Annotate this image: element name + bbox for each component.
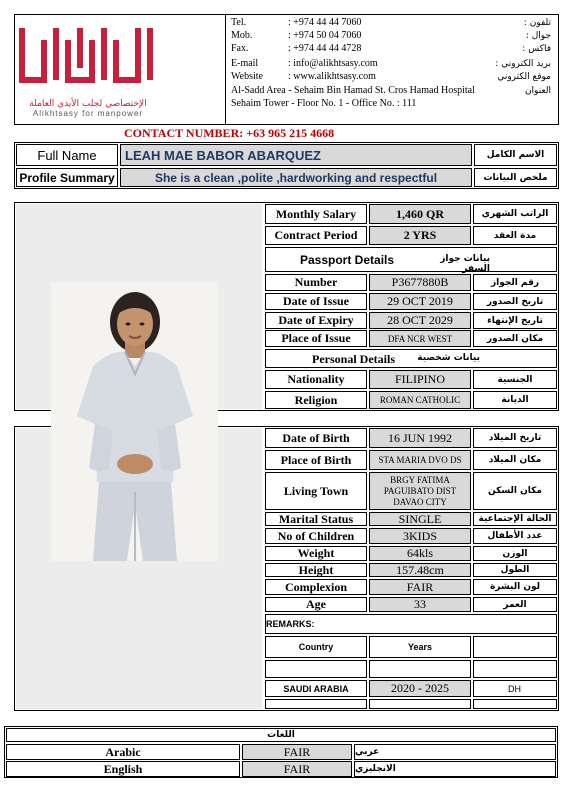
address-arabic-label: العنوان (524, 86, 551, 96)
detail-row-label: Place of Birth (265, 450, 367, 470)
nationality-label: Nationality (265, 370, 367, 389)
detail-row-arabic: تاريخ الميلاد (473, 428, 557, 448)
detail-row-value: STA MARIA DVO DS (369, 450, 471, 470)
logo-arabic-text: الإختصاصي لجلب الأيدي العاملة (29, 99, 147, 109)
religion-value: ROMAN CATHOLIC (369, 391, 471, 409)
detail-row-value: 157.48cm (369, 563, 471, 577)
full-name-value: LEAH MAE BABOR ABARQUEZ (120, 144, 472, 166)
detail-row-value: SINGLE (369, 512, 471, 526)
address-line-2: Sehaim Tower - Floor No. 1 - Office No. : 111 (231, 98, 417, 109)
experience-years: 2020 - 2025 (369, 680, 471, 697)
passport-row-arabic: رقم الجواز (473, 274, 557, 291)
language-arabic: الانجليزي (354, 761, 556, 777)
detail-row-label: Height (265, 563, 367, 577)
experience-country: SAUDI ARABIA (265, 680, 367, 697)
passport-row-label: Date of Expiry (265, 312, 367, 329)
contact-value: : info@alikhtsasy.com (288, 58, 378, 69)
contact-number: CONTACT NUMBER: +63 965 215 4668 (124, 126, 335, 140)
header-blank-cell (473, 636, 557, 658)
experience-blank-4 (265, 699, 367, 709)
passport-row-value: 29 OCT 2019 (369, 293, 471, 310)
contact-arabic-label: فاكس : (522, 44, 551, 54)
detail-row-label: Living Town (265, 472, 367, 510)
detail-row-arabic: الوزن (473, 546, 557, 561)
monthly-salary-value: 1,460 QR (369, 204, 471, 224)
logo-mark-icon (18, 20, 158, 92)
detail-row-label: No of Children (265, 528, 367, 544)
contract-period-arabic: مدة العقد (473, 226, 557, 245)
language-arabic: عربي (354, 744, 556, 760)
experience-blank-3 (473, 660, 557, 678)
detail-row-arabic: عدد الأطفال (473, 528, 557, 544)
contact-arabic-label: بريد الكتروني : (495, 59, 551, 69)
contact-label: E-mail (231, 58, 259, 69)
monthly-salary-label: Monthly Salary (265, 204, 367, 224)
contact-label: Website (231, 71, 263, 82)
contact-value: : +974 44 44 4728 (288, 43, 362, 54)
contact-arabic-label: موقع الكتروني (497, 72, 551, 82)
language-level: FAIR (242, 761, 352, 777)
detail-row-value: 64kls (369, 546, 471, 561)
experience-blank-1 (265, 660, 367, 678)
experience-blank-5 (369, 699, 471, 709)
passport-row-arabic: تاريخ الصدور (473, 293, 557, 310)
profile-summary-value: She is a clean ,polite ,hardworking and respectful (120, 168, 472, 187)
detail-row-label: Weight (265, 546, 367, 561)
contact-arabic-label: جوال : (525, 31, 551, 41)
detail-row-label: Date of Birth (265, 428, 367, 448)
detail-row-arabic: الحالة الإجتماعية (473, 512, 557, 526)
contact-value: : +974 50 04 7060 (288, 30, 362, 41)
remarks-label: REMARKS: (266, 619, 315, 629)
profile-summary-label: Profile Summary (16, 168, 118, 187)
nationality-value: FILIPINO (369, 370, 471, 389)
personal-details-title: Personal Details (312, 352, 395, 366)
contact-label: Fax. (231, 43, 249, 54)
passport-row-label: Place of Issue (265, 330, 367, 347)
passport-details-title: Passport Details (300, 253, 395, 267)
language-name: Arabic (6, 744, 240, 760)
header-divider (225, 14, 226, 125)
language-name: English (6, 761, 240, 777)
candidate-figure-icon (51, 282, 218, 561)
contract-period-value: 2 YRS (369, 226, 471, 245)
profile-summary-arabic: ملخص البيانات (474, 168, 557, 187)
detail-row-value: 33 (369, 597, 471, 612)
experience-blank-6 (473, 699, 557, 709)
country-header: Country (265, 636, 367, 658)
full-name-label: Full Name (16, 144, 118, 166)
experience-position: DH (473, 680, 557, 697)
passport-row-label: Date of Issue (265, 293, 367, 310)
languages-title: اللغات (6, 728, 556, 742)
detail-row-value: FAIR (369, 579, 471, 595)
personal-details-arabic: بيانات شخصية (417, 353, 480, 363)
detail-row-arabic: الطول (473, 563, 557, 577)
experience-blank-2 (369, 660, 471, 678)
contact-value: : +974 44 44 7060 (288, 17, 362, 28)
passport-row-value: DFA NCR WEST (369, 330, 471, 347)
nationality-arabic: الجنسية (473, 370, 557, 389)
religion-label: Religion (265, 391, 367, 409)
contract-period-label: Contract Period (265, 226, 367, 245)
passport-row-value: P3677880B (369, 274, 471, 291)
candidate-photo (51, 282, 218, 561)
detail-row-arabic: مكان الميلاد (473, 450, 557, 470)
logo-english-text: Alikhtsasy for manpower (32, 109, 144, 118)
monthly-salary-arabic: الراتب الشهري (473, 204, 557, 224)
detail-row-label: Age (265, 597, 367, 612)
religion-arabic: الديانة (473, 391, 557, 409)
detail-row-arabic: لون البشرة (473, 579, 557, 595)
contact-value: : www.alikhtsasy.com (288, 71, 376, 82)
passport-row-arabic: مكان الصدور (473, 330, 557, 347)
company-logo (18, 20, 158, 120)
passport-row-value: 28 OCT 2029 (369, 312, 471, 329)
contact-arabic-label: تلفون : (523, 18, 551, 28)
address-line-1: Al-Sadd Area - Sehaim Bin Hamad St. Cros Hamad Hospital (231, 85, 475, 96)
detail-row-arabic: العمر (473, 597, 557, 612)
detail-row-value: BRGY FATIMA PAGUIBATO DIST DAVAO CITY (369, 472, 471, 510)
detail-row-value: 16 JUN 1992 (369, 428, 471, 448)
detail-row-value: 3KIDS (369, 528, 471, 544)
full-name-arabic: الاسم الكامل (474, 144, 557, 166)
detail-row-arabic: مكان السكن (473, 472, 557, 510)
detail-row-label: Complexion (265, 579, 367, 595)
years-header: Years (369, 636, 471, 658)
detail-row-label: Marital Status (265, 512, 367, 526)
passport-row-arabic: تاريخ الإنتهاء (473, 312, 557, 329)
passport-details-arabic: بيانات جواز السفر (440, 254, 490, 274)
contact-label: Tel. (231, 17, 247, 28)
contact-label: Mob. (231, 30, 253, 41)
passport-row-label: Number (265, 274, 367, 291)
language-level: FAIR (242, 744, 352, 760)
